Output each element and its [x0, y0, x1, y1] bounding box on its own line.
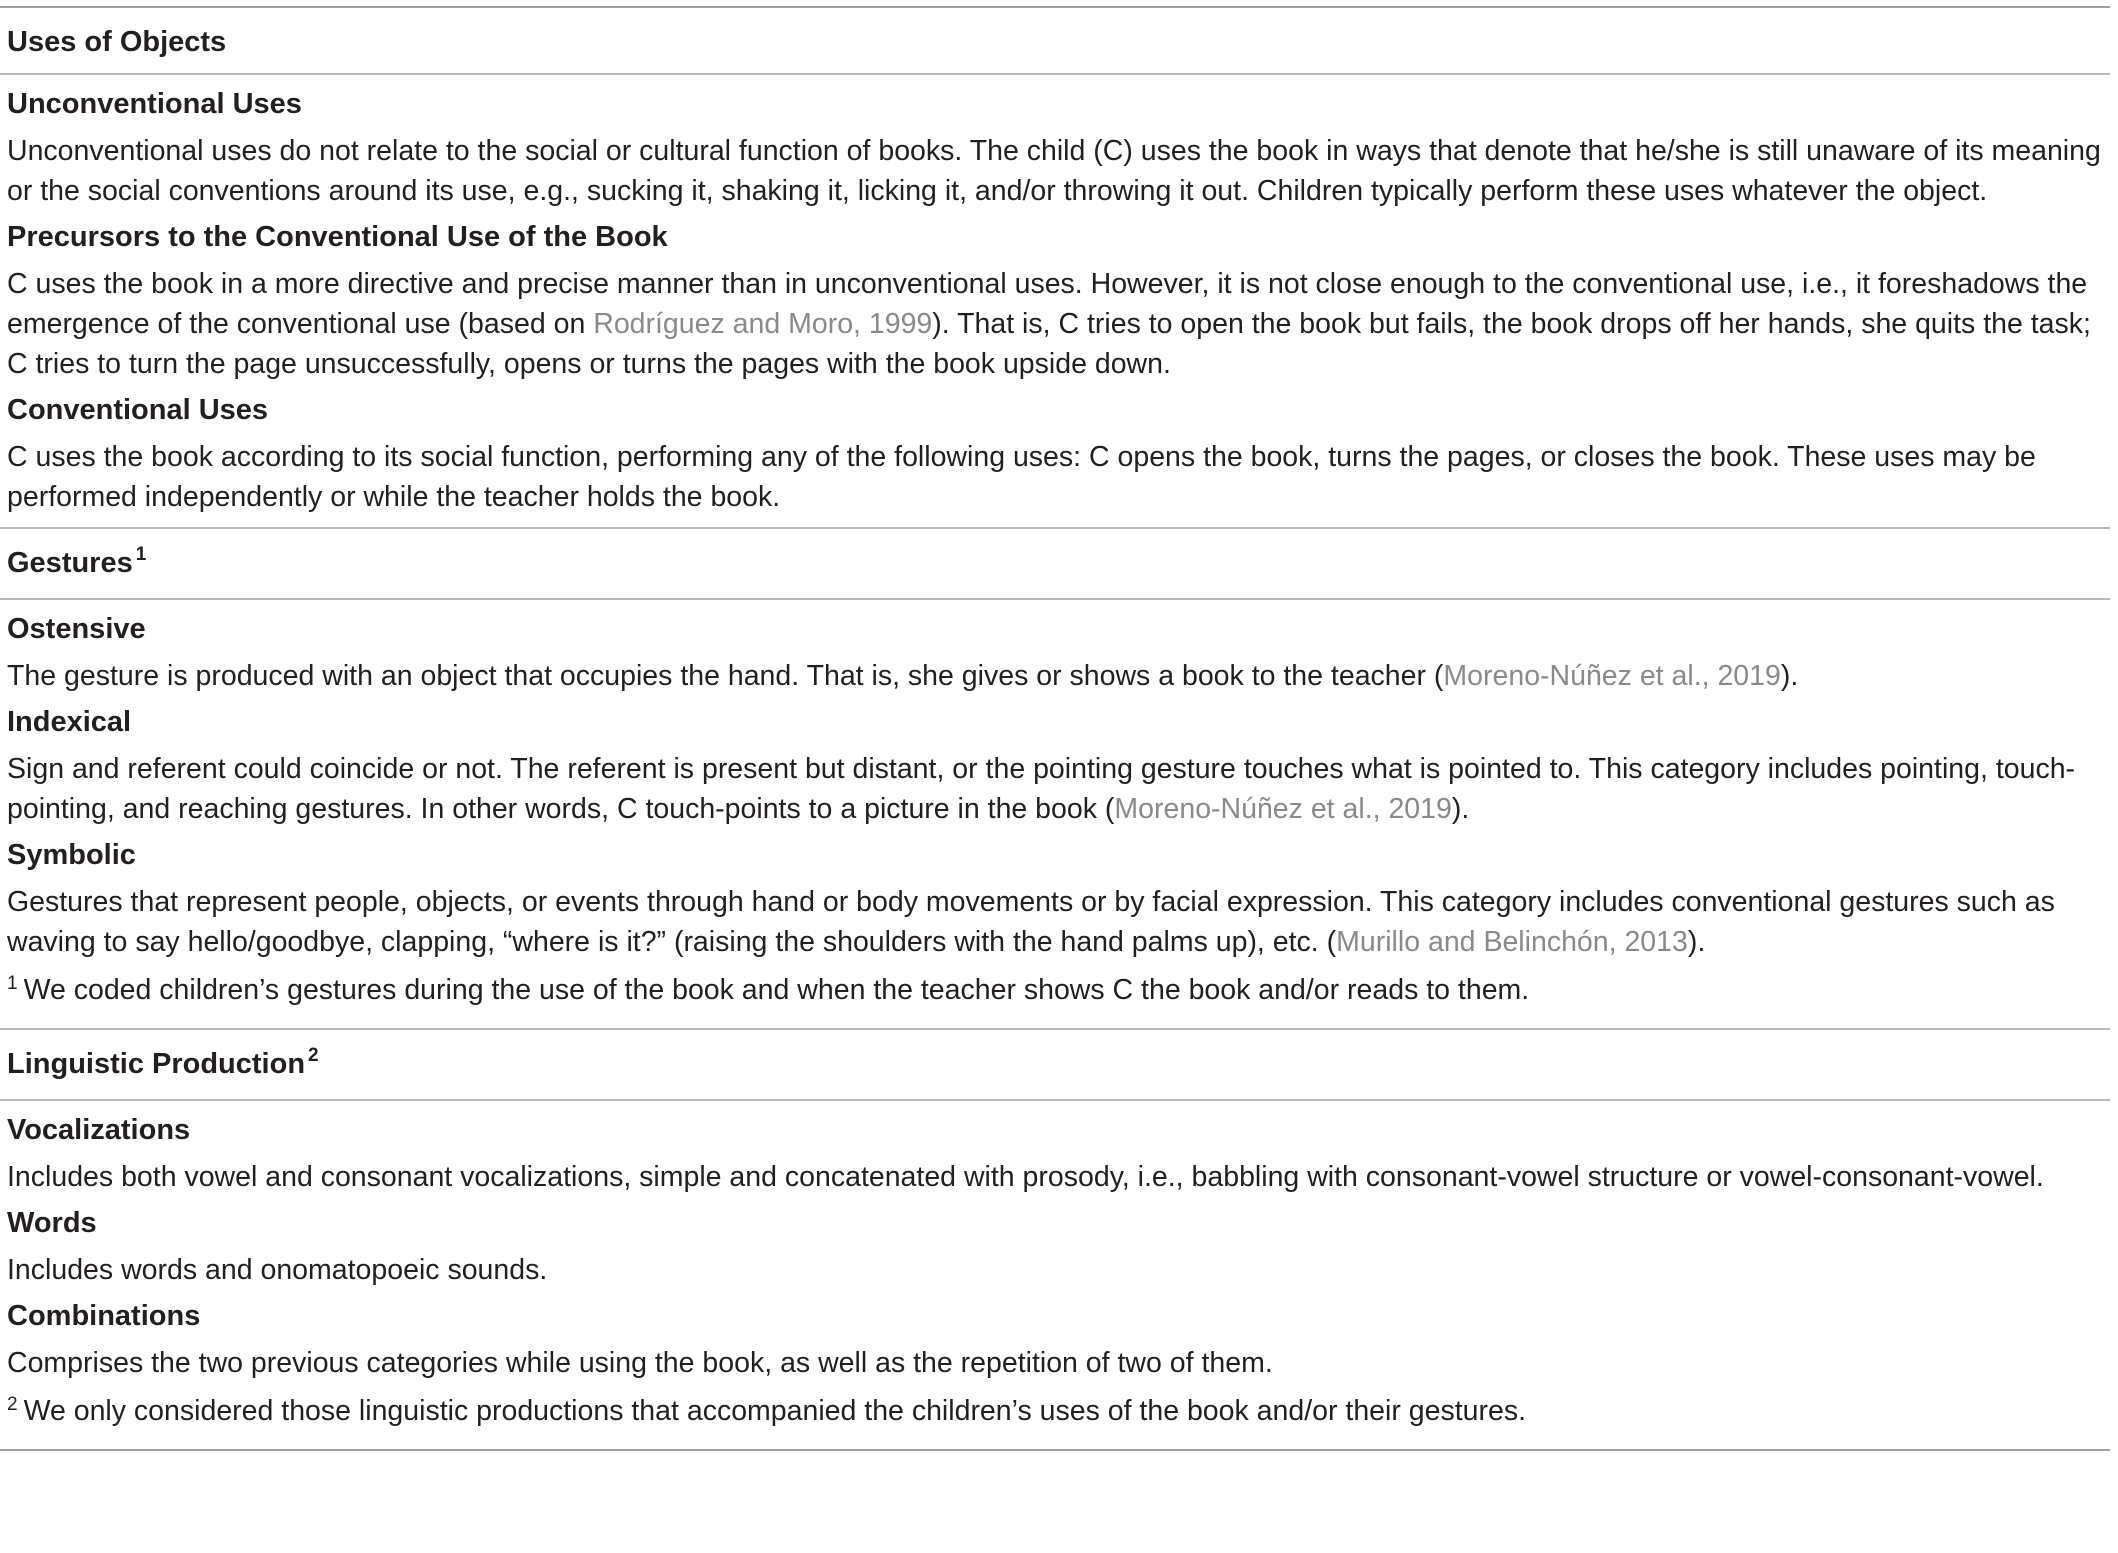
- citation-link[interactable]: Murillo and Belinchón, 2013: [1336, 926, 1688, 958]
- section-title-text: Uses of Objects: [7, 26, 227, 58]
- footnote-number: 1: [7, 973, 18, 994]
- category-title-conventional-uses: Conventional Uses: [7, 394, 269, 426]
- category-title-symbolic: Symbolic: [7, 839, 136, 871]
- category-title-unconventional-uses: Unconventional Uses: [7, 88, 302, 120]
- category-title-precursors: Precursors to the Conventional Use of the Book: [7, 221, 668, 253]
- citation-link[interactable]: Rodríguez and Moro, 1999: [593, 308, 933, 340]
- citation-link[interactable]: Moreno-Núñez et al., 2019: [1114, 793, 1452, 825]
- section-title-text: Linguistic Production: [7, 1048, 306, 1080]
- footnote-marker: 1: [135, 544, 147, 565]
- category-description-indexical: Sign and referent could coincide or not. The referent is present but distant, or the pointing gesture touches what is pointed to. This category includes pointing, touch-pointing, and reaching gestures. In other words, C touch-points to a picture in the book (Moreno-Núñez et al., 2019).: [7, 753, 2076, 825]
- section-title-gestures: [0, 529, 2110, 598]
- category-title-words: Words: [7, 1207, 97, 1239]
- category-title-ostensive: Ostensive: [7, 613, 146, 645]
- category-description-words: Includes words and onomatopoeic sounds.: [7, 1254, 548, 1286]
- footnote-gestures: $^1$ We coded children’s gestures during the use of the book and when the teacher shows C the book and/or reads to them.: [7, 973, 1530, 1006]
- footnote-marker: 2: [308, 1045, 319, 1066]
- category-description-vocalizations: Includes both vowel and consonant vocalizations, simple and concatenated with prosody, i.e., babbling with consonant-vowel structure or vowel-consonant-vowel.: [7, 1161, 2044, 1193]
- category-description-precursors: C uses the book in a more directive and precise manner than in unconventional uses. However, it is not close enough to the conventional use, i.e., it foreshadows the emergence of the conventional use (based on Rodríguez and Moro, 1999). That is, C tries to open the book but fails, the book drops off her hands, she quits the task; C tries to turn the page unsuccessfully, opens or turns the pages with the book upside down.: [7, 268, 2091, 380]
- category-title-combinations: Combinations: [7, 1300, 201, 1332]
- category-description-unconventional-uses: Unconventional uses do not relate to the social or cultural function of books. The child (C) uses the book in ways that denote that he/she is still unaware of its meaning or the social conventions around its use, e.g., sucking it, shaking it, licking it, and/or throwing it out. Children typically perform these uses whatever the object.: [7, 135, 2101, 207]
- category-description-conventional-uses: C uses the book according to its social function, performing any of the following uses: C opens the book, turns the pages, or closes the book. These uses may be performed independently or while the teacher holds the book.: [7, 441, 2036, 513]
- category-title-vocalizations: Vocalizations: [7, 1114, 191, 1146]
- category-description-ostensive: The gesture is produced with an object that occupies the hand. That is, she gives or shows a book to the teacher (Moreno-Núñez et al., 2019).: [7, 660, 1799, 692]
- footnote-linguistic-production: $^2$ We only considered those linguistic productions that accompanied the children’s uses of the book and/or their gestures.: [7, 1394, 1526, 1427]
- category-title-indexical: Indexical: [7, 706, 132, 738]
- category-description-combinations: Comprises the two previous categories while using the book, as well as the repetition of two of them.: [7, 1347, 1273, 1379]
- citation-link[interactable]: Moreno-Núñez et al., 2019: [1443, 660, 1781, 692]
- category-description-symbolic: Gestures that represent people, objects, or events through hand or body movements or by facial expression. This category includes conventional gestures such as waving to say hello/goodbye, clapping, “where is it?” (raising the shoulders with the hand palms up), etc. (Murillo and Belinchón, 2013).: [7, 886, 2055, 958]
- footnote-number: 2: [7, 1394, 18, 1415]
- table-bottom-rule: [0, 1449, 2110, 1451]
- section-title-text: Gestures: [7, 547, 133, 579]
- section-body-linguistic-production: [0, 1101, 2110, 1449]
- section-body-gestures: [0, 600, 2110, 1028]
- section-body-uses-of-objects: [0, 75, 2110, 527]
- section-title-linguistic-production: [0, 1030, 2110, 1099]
- section-title-uses-of-objects: [0, 8, 2110, 73]
